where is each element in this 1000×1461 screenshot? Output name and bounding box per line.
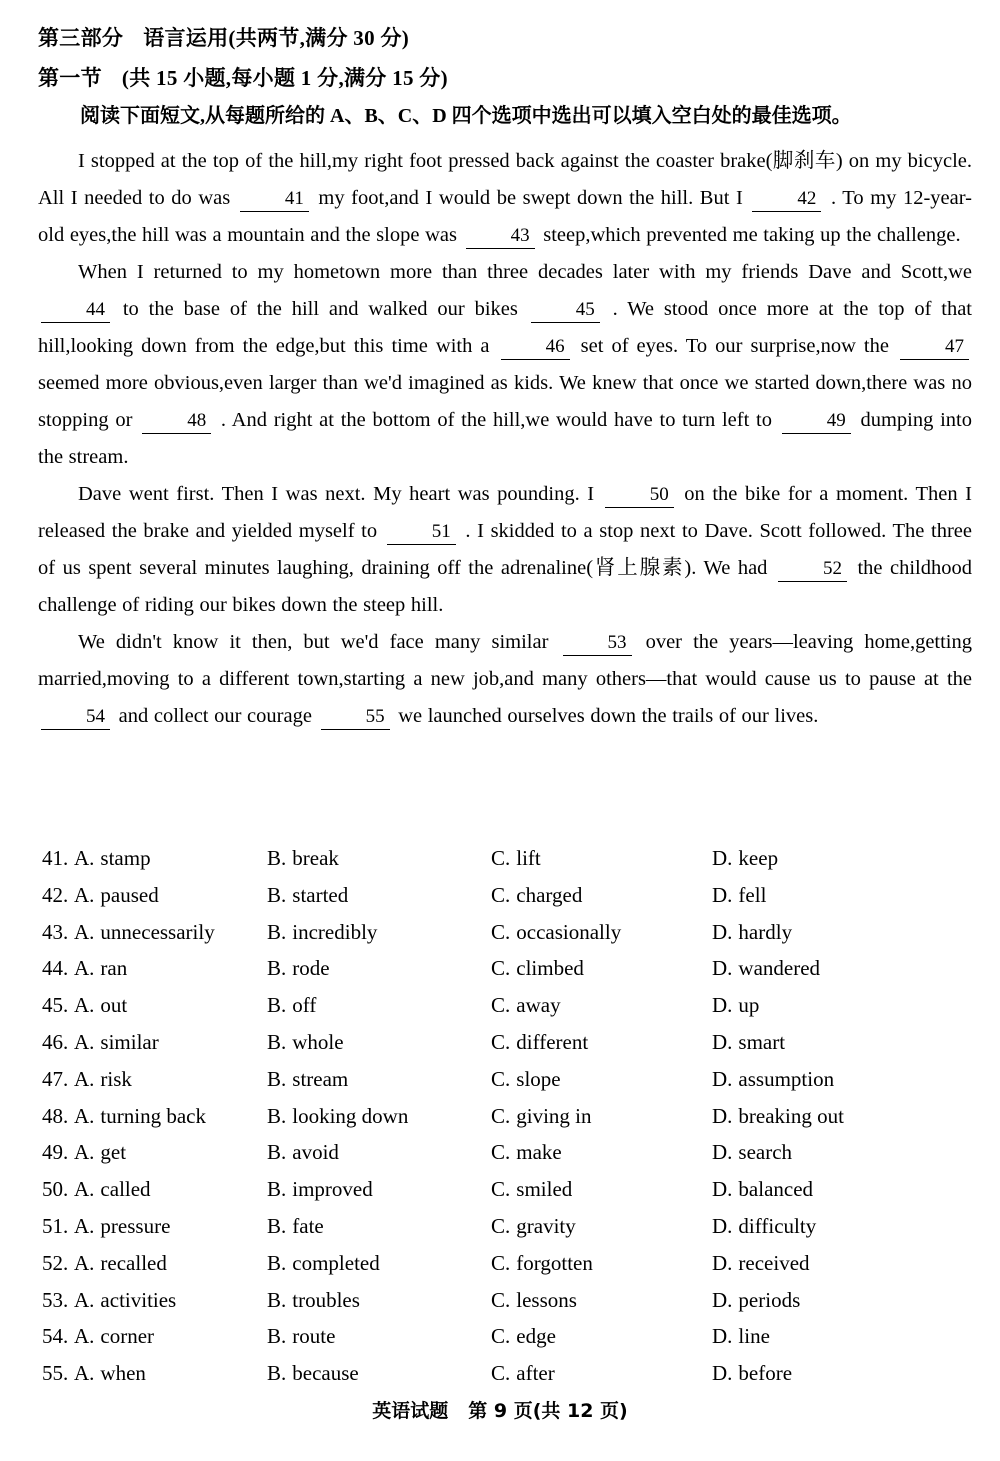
answer-blank-41[interactable]: 41 — [240, 187, 309, 212]
option-letter: D. — [712, 993, 733, 1018]
option-label: get — [100, 1140, 127, 1165]
option-choice-b[interactable] — [267, 1324, 335, 1349]
option-letter: C. — [491, 846, 511, 870]
option-label: smart — [738, 1029, 786, 1054]
option-choice-a[interactable] — [74, 956, 127, 981]
passage-text: steep,which prevented me taking up the challenge. — [537, 224, 961, 246]
option-choice-c[interactable] — [491, 920, 621, 945]
option-label: recalled — [100, 1250, 167, 1275]
options-list — [38, 846, 972, 1398]
option-letter: B. — [267, 882, 287, 907]
option-label: hardly — [738, 919, 793, 944]
option-label: after — [516, 1361, 555, 1386]
option-letter: A. — [74, 1029, 95, 1054]
option-letter: D. — [712, 1066, 733, 1091]
passage-text: seemed more obvious,even larger than we'd imagined as kids. We knew that once we started down,there was no stopping or — [38, 372, 972, 431]
option-letter: D. — [712, 956, 733, 981]
option-choice-a[interactable] — [74, 1361, 146, 1386]
option-choice-c[interactable] — [491, 993, 561, 1018]
option-letter: A. — [74, 1287, 95, 1312]
option-label: breaking out — [738, 1103, 844, 1128]
option-label: off — [292, 993, 317, 1018]
passage-text: Dave went first. Then I was next. My heart was pounding. I — [78, 483, 602, 505]
option-choice-d[interactable] — [712, 993, 759, 1018]
option-choice-b[interactable] — [267, 1214, 324, 1239]
option-letter: C. — [491, 1250, 511, 1275]
option-choice-b[interactable] — [267, 1067, 348, 1092]
question-number: 45. — [42, 993, 69, 1018]
option-choice-c[interactable] — [491, 1067, 561, 1092]
option-choice-d[interactable] — [712, 1214, 816, 1239]
option-label: fate — [292, 1213, 324, 1238]
answer-blank-45[interactable]: 45 — [531, 298, 600, 323]
option-choice-b[interactable] — [267, 1030, 344, 1055]
option-choice-b[interactable] — [267, 993, 316, 1018]
option-letter: B. — [267, 1213, 287, 1238]
option-row — [38, 1140, 972, 1177]
passage-text: over the years—leaving home,getting married,moving to a different town,starting a new job,and many others—that would cause us to pause at the — [38, 631, 973, 690]
option-letter: B. — [267, 1029, 287, 1054]
option-choice-c[interactable] — [491, 1177, 572, 1202]
passage-text: . And right at the bottom of the hill,we would have to turn left to — [214, 409, 779, 431]
answer-blank-54[interactable]: 54 — [41, 705, 110, 730]
option-letter: A. — [74, 846, 95, 870]
passage-text: . We stood once more at the top of that hill,looking down from the edge,but this time with a — [38, 298, 972, 357]
option-choice-d[interactable] — [712, 1030, 785, 1055]
option-letter: C. — [491, 1029, 511, 1054]
option-label: because — [292, 1361, 359, 1386]
option-label: charged — [516, 882, 583, 907]
option-letter: A. — [74, 919, 95, 944]
option-letter: C. — [491, 1213, 511, 1238]
page-footer — [0, 1396, 1000, 1423]
option-choice-a[interactable] — [74, 1104, 206, 1129]
passage-text: we launched ourselves down the trails of our lives. — [392, 705, 819, 727]
passage-paragraph — [38, 254, 972, 476]
option-label: avoid — [292, 1140, 339, 1165]
option-letter: B. — [267, 1250, 287, 1275]
option-label: periods — [738, 1287, 801, 1312]
option-row — [38, 1104, 972, 1141]
option-letter: A. — [74, 1066, 95, 1091]
option-choice-b[interactable] — [267, 956, 330, 981]
option-choice-c[interactable] — [491, 1104, 592, 1129]
option-letter: A. — [74, 882, 95, 907]
option-choice-a[interactable] — [74, 920, 215, 945]
option-label: turning back — [100, 1103, 206, 1128]
answer-blank-44[interactable]: 44 — [41, 298, 110, 323]
answer-blank-43[interactable]: 43 — [466, 224, 535, 249]
option-letter: A. — [74, 1177, 95, 1202]
option-letter: D. — [712, 1103, 733, 1128]
answer-blank-52[interactable]: 52 — [778, 557, 847, 582]
option-row — [38, 1324, 972, 1361]
question-number: 43. — [42, 919, 69, 944]
passage-paragraph — [38, 476, 972, 624]
option-letter: D. — [712, 1324, 733, 1349]
subsection-label: 第一节 — [38, 66, 102, 90]
passage-text: When I returned to my hometown more than three decades later with my friends Dave and Scott,we — [78, 261, 972, 283]
option-label: away — [516, 993, 561, 1018]
question-number: 46. — [42, 1029, 69, 1054]
option-choice-d[interactable] — [712, 1251, 810, 1276]
option-choice-b[interactable] — [267, 1177, 373, 1202]
option-letter: C. — [491, 1140, 511, 1165]
option-label: line — [738, 1324, 770, 1349]
instruction-line: 阅读下面短文,从每题所给的 A、B、C、D 四个选项中选出可以填入空白处的最佳选项。 — [80, 105, 852, 127]
option-letter: A. — [74, 1103, 95, 1128]
option-letter: A. — [74, 1361, 95, 1386]
option-choice-b[interactable] — [267, 1288, 360, 1313]
option-letter: C. — [491, 1177, 511, 1202]
option-choice-a[interactable] — [74, 1214, 170, 1239]
option-choice-b[interactable] — [267, 1251, 380, 1276]
option-label: route — [292, 1324, 336, 1349]
option-row — [38, 1361, 972, 1398]
question-number: 41. — [42, 846, 69, 870]
option-label: make — [516, 1140, 562, 1165]
question-number: 47. — [42, 1066, 69, 1091]
part-heading-title: 语言运用(共两节,满分 30 分) — [143, 26, 410, 50]
option-label: out — [100, 993, 128, 1018]
option-label: troubles — [292, 1287, 360, 1312]
option-label: lift — [516, 846, 541, 870]
passage-text: dumping into the stream. — [38, 409, 972, 468]
option-choice-b[interactable] — [267, 883, 348, 908]
passage-text: I stopped at the top of the hill,my right foot pressed back against the coaster brake(脚刹车) on my bicycle. All I needed to do was — [38, 150, 972, 209]
cloze-passage — [38, 143, 972, 735]
option-choice-d[interactable] — [712, 956, 820, 981]
option-label: called — [100, 1177, 151, 1202]
option-choice-d[interactable] — [712, 1140, 792, 1165]
option-row — [38, 1177, 972, 1214]
option-choice-b[interactable] — [267, 1104, 408, 1129]
option-choice-a[interactable] — [74, 1324, 154, 1349]
option-row — [38, 920, 972, 957]
option-choice-c[interactable] — [491, 1214, 576, 1239]
footer-page-info: 第 9 页(共 12 页) — [468, 1400, 628, 1422]
option-letter: C. — [491, 1287, 511, 1312]
option-choice-d[interactable] — [712, 1104, 844, 1129]
option-label: difficulty — [738, 1213, 817, 1238]
option-label: break — [292, 846, 339, 870]
option-choice-a[interactable] — [74, 1140, 126, 1165]
option-label: giving in — [516, 1103, 592, 1128]
option-choice-a[interactable] — [74, 1067, 132, 1092]
option-letter: A. — [74, 1324, 95, 1349]
answer-blank-48[interactable]: 48 — [142, 409, 211, 434]
option-letter: D. — [712, 919, 733, 944]
option-label: received — [738, 1250, 810, 1275]
option-label: stream — [292, 1066, 349, 1091]
option-letter: C. — [491, 993, 511, 1018]
option-label: pressure — [100, 1213, 171, 1238]
option-label: search — [738, 1140, 793, 1165]
option-label: lessons — [516, 1287, 577, 1312]
option-label: improved — [292, 1177, 373, 1202]
option-choice-a[interactable] — [74, 993, 127, 1018]
answer-blank-42[interactable]: 42 — [752, 187, 821, 212]
option-letter: C. — [491, 1361, 511, 1386]
answer-blank-51[interactable]: 51 — [387, 520, 456, 545]
option-letter: A. — [74, 1250, 95, 1275]
option-letter: D. — [712, 1250, 733, 1275]
option-row — [38, 956, 972, 993]
option-label: slope — [516, 1066, 561, 1091]
option-choice-c[interactable] — [491, 883, 582, 908]
option-choice-d[interactable] — [712, 1288, 800, 1313]
option-label: ran — [100, 956, 128, 981]
option-letter: D. — [712, 846, 733, 870]
answer-blank-46[interactable]: 46 — [501, 335, 570, 360]
passage-text: set of eyes. To our surprise,now the — [572, 335, 898, 357]
option-letter: D. — [712, 1287, 733, 1312]
option-letter: B. — [267, 1140, 287, 1165]
option-letter: C. — [491, 882, 511, 907]
option-choice-d[interactable] — [712, 1177, 813, 1202]
question-number: 55. — [42, 1361, 69, 1386]
option-choice-d[interactable] — [712, 1067, 834, 1092]
answer-blank-49[interactable]: 49 — [782, 409, 851, 434]
option-choice-b[interactable] — [267, 846, 339, 871]
option-choice-a[interactable] — [74, 1288, 176, 1313]
option-label: balanced — [738, 1177, 814, 1202]
passage-text: and collect our courage — [113, 705, 318, 727]
option-letter: B. — [267, 919, 287, 944]
option-label: fell — [738, 882, 767, 907]
question-number: 48. — [42, 1103, 69, 1128]
question-number: 49. — [42, 1140, 69, 1165]
option-label: stamp — [100, 846, 151, 870]
part-heading — [38, 22, 409, 52]
option-row — [38, 1214, 972, 1251]
passage-text: on the bike for a moment. Then I released the brake and yielded myself to — [38, 483, 972, 542]
option-label: occasionally — [516, 919, 622, 944]
option-choice-c[interactable] — [491, 1251, 593, 1276]
option-choice-d[interactable] — [712, 1361, 792, 1386]
option-letter: C. — [491, 1066, 511, 1091]
option-label: unnecessarily — [100, 919, 215, 944]
answer-blank-55[interactable]: 55 — [321, 705, 390, 730]
option-label: completed — [292, 1250, 380, 1275]
option-choice-d[interactable] — [712, 920, 792, 945]
option-choice-c[interactable] — [491, 1140, 562, 1165]
answer-blank-53[interactable]: 53 — [563, 631, 632, 656]
option-row — [38, 993, 972, 1030]
option-choice-a[interactable] — [74, 883, 159, 908]
option-label: forgotten — [516, 1250, 593, 1275]
footer-subject: 英语试题 — [372, 1400, 449, 1422]
passage-text: my foot,and I would be swept down the hill. But I — [311, 187, 750, 209]
option-label: different — [516, 1029, 589, 1054]
option-label: gravity — [516, 1213, 576, 1238]
option-label: before — [738, 1361, 793, 1386]
option-label: similar — [100, 1029, 159, 1054]
option-choice-c[interactable] — [491, 956, 584, 981]
option-choice-c[interactable] — [491, 1030, 588, 1055]
option-label: assumption — [738, 1066, 835, 1091]
option-label: smiled — [516, 1177, 573, 1202]
option-row — [38, 883, 972, 920]
question-number: 50. — [42, 1177, 69, 1202]
question-number: 54. — [42, 1324, 69, 1349]
option-letter: B. — [267, 956, 287, 981]
option-row — [38, 1067, 972, 1104]
option-row — [38, 1251, 972, 1288]
option-label: keep — [738, 846, 779, 870]
option-choice-c[interactable] — [491, 1361, 555, 1386]
option-choice-b[interactable] — [267, 1361, 359, 1386]
option-letter: B. — [267, 1324, 287, 1349]
passage-text: to the base of the hill and walked our bikes — [113, 298, 528, 320]
option-letter: D. — [712, 1213, 733, 1238]
option-label: when — [100, 1361, 146, 1386]
option-letter: C. — [491, 1103, 511, 1128]
option-row — [38, 1030, 972, 1067]
option-letter: B. — [267, 1287, 287, 1312]
option-letter: B. — [267, 993, 287, 1018]
option-letter: A. — [74, 993, 95, 1018]
option-letter: B. — [267, 1103, 287, 1128]
option-letter: B. — [267, 1177, 287, 1202]
subsection-heading — [38, 62, 448, 92]
answer-blank-50[interactable]: 50 — [605, 483, 674, 508]
option-letter: D. — [712, 882, 733, 907]
option-letter: C. — [491, 956, 511, 981]
option-row — [38, 846, 972, 883]
option-letter: A. — [74, 1213, 95, 1238]
option-letter: C. — [491, 1324, 511, 1349]
option-letter: B. — [267, 846, 287, 870]
question-number: 53. — [42, 1287, 69, 1312]
option-choice-a[interactable] — [74, 1030, 159, 1055]
option-letter: B. — [267, 1361, 287, 1386]
subsection-title: (共 15 小题,每小题 1 分,满分 15 分) — [121, 66, 448, 90]
option-label: activities — [100, 1287, 177, 1312]
option-label: climbed — [516, 956, 584, 981]
question-number: 51. — [42, 1213, 69, 1238]
answer-blank-47[interactable]: 47 — [900, 335, 969, 360]
option-label: started — [292, 882, 349, 907]
option-choice-d[interactable] — [712, 883, 766, 908]
option-letter: C. — [491, 919, 511, 944]
option-label: corner — [100, 1324, 155, 1349]
passage-paragraph — [38, 624, 972, 735]
option-choice-a[interactable] — [74, 1177, 151, 1202]
question-number: 52. — [42, 1250, 69, 1275]
passage-text: We didn't know it then, but we'd face many similar — [78, 631, 560, 653]
option-label: edge — [516, 1324, 556, 1349]
option-choice-a[interactable] — [74, 846, 151, 871]
option-label: up — [738, 993, 760, 1018]
question-number: 44. — [42, 956, 69, 981]
option-choice-a[interactable] — [74, 1251, 167, 1276]
option-row — [38, 1288, 972, 1325]
part-heading-label: 第三部分 — [38, 26, 124, 50]
option-label: paused — [100, 882, 159, 907]
option-choice-b[interactable] — [267, 920, 377, 945]
option-choice-d[interactable] — [712, 1324, 770, 1349]
option-letter: A. — [74, 1140, 95, 1165]
option-letter: D. — [712, 1029, 733, 1054]
passage-text: the childhood challenge of riding our bikes down the steep hill. — [38, 557, 972, 616]
option-choice-c[interactable] — [491, 846, 541, 871]
option-letter: A. — [74, 956, 95, 981]
option-choice-d[interactable] — [712, 846, 778, 871]
passage-text: . I skidded to a stop next to Dave. Scott followed. The three of us spent several minutes laughing, draining off the adrenaline(肾上腺素). We had — [38, 520, 972, 579]
question-number: 42. — [42, 882, 69, 907]
option-label: wandered — [738, 956, 821, 981]
option-letter: D. — [712, 1140, 733, 1165]
option-label: looking down — [292, 1103, 409, 1128]
option-label: rode — [292, 956, 330, 981]
option-choice-c[interactable] — [491, 1288, 577, 1313]
option-label: whole — [292, 1029, 344, 1054]
passage-paragraph — [38, 143, 972, 254]
option-label: incredibly — [292, 919, 378, 944]
passage-text: . To my 12-year-old eyes,the hill was a mountain and the slope was — [38, 187, 972, 246]
option-letter: D. — [712, 1361, 733, 1386]
option-choice-b[interactable] — [267, 1140, 339, 1165]
option-letter: B. — [267, 1066, 287, 1091]
option-label: risk — [100, 1066, 132, 1091]
option-choice-c[interactable] — [491, 1324, 556, 1349]
option-letter: D. — [712, 1177, 733, 1202]
